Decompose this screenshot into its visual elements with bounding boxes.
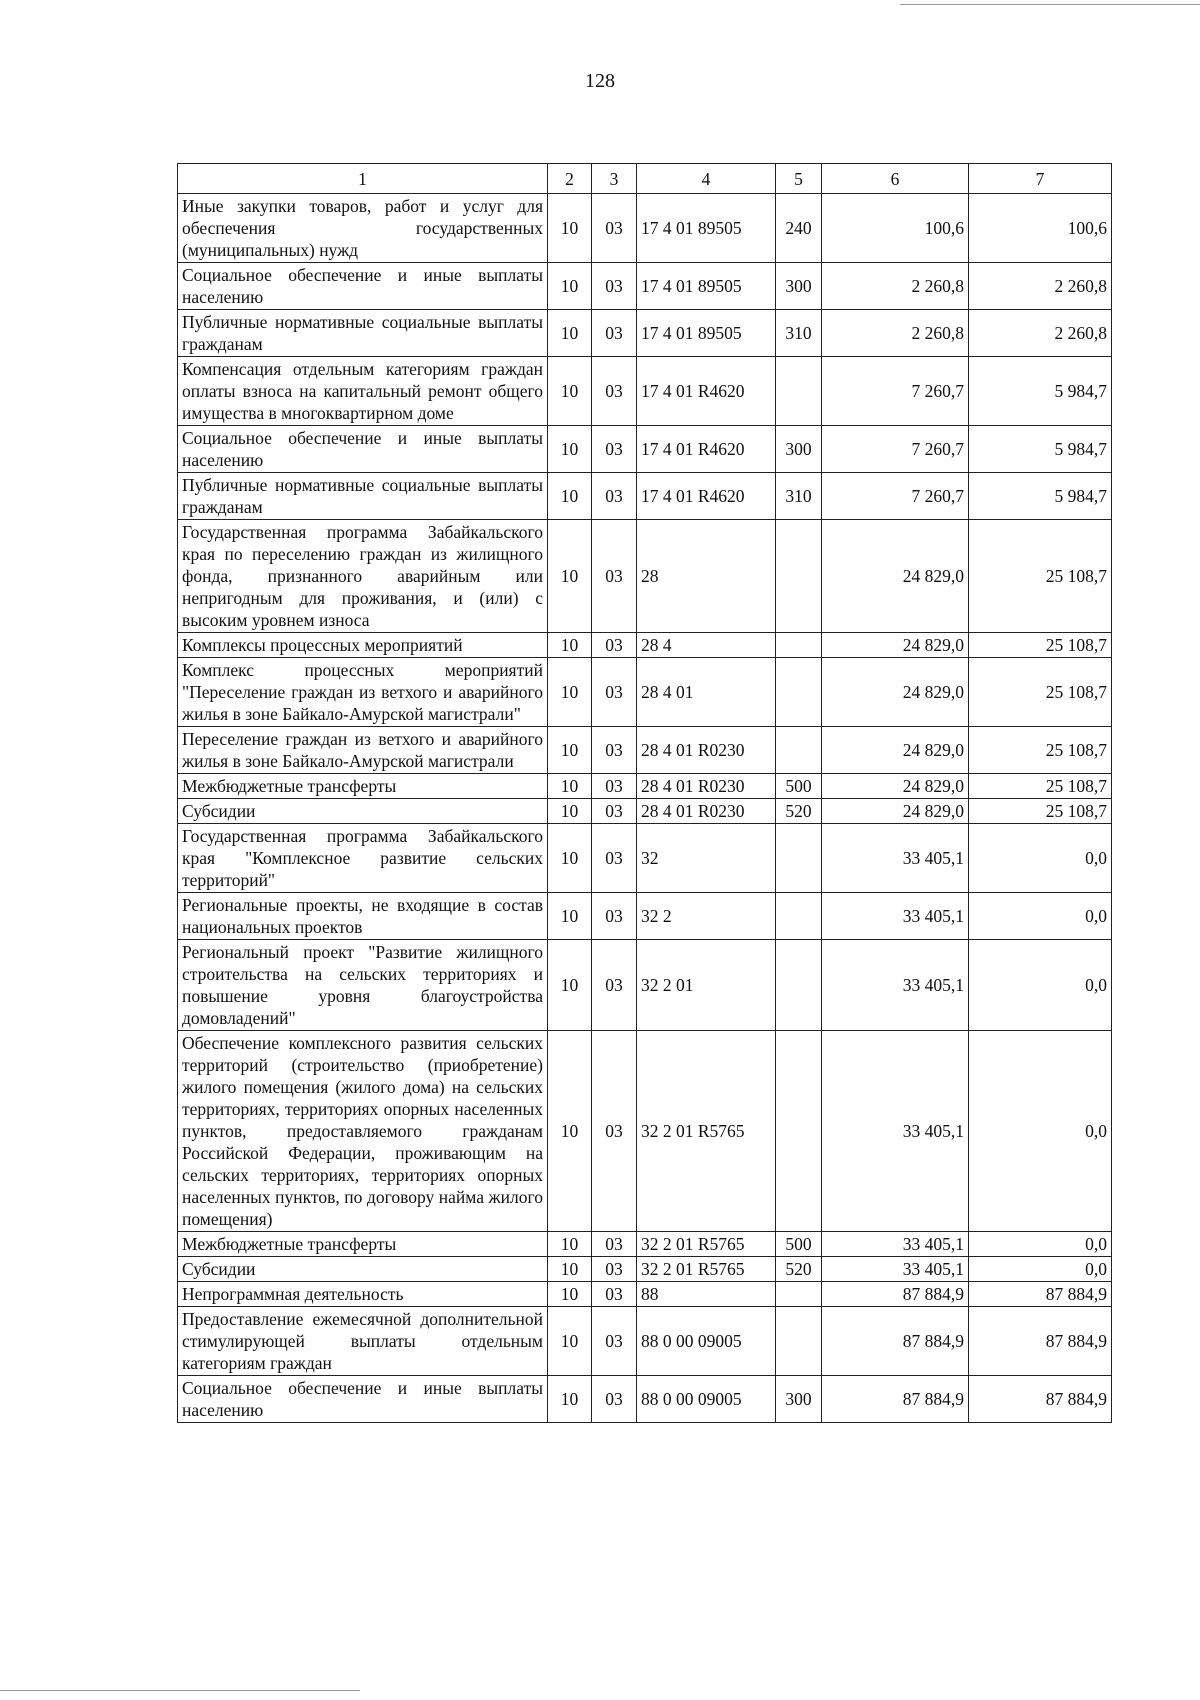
page-number: 128: [585, 70, 615, 92]
expense-type-code: 310: [776, 310, 822, 357]
amount-col-7: 25 108,7: [969, 727, 1112, 774]
col-header: 2: [548, 164, 592, 194]
amount-col-6: 87 884,9: [822, 1282, 969, 1307]
expense-type-code: [776, 633, 822, 658]
amount-col-7: 5 984,7: [969, 426, 1112, 473]
amount-col-7: 2 260,8: [969, 310, 1112, 357]
section-code: 10: [548, 727, 592, 774]
expense-type-code: 520: [776, 1257, 822, 1282]
subsection-code: 03: [592, 520, 637, 633]
section-code: 10: [548, 473, 592, 520]
table-row: [178, 727, 1112, 774]
section-code: 10: [548, 194, 592, 263]
amount-col-6: 87 884,9: [822, 1307, 969, 1376]
subsection-code: 03: [592, 940, 637, 1031]
amount-col-6: 7 260,7: [822, 357, 969, 426]
table-row: [178, 1282, 1112, 1307]
section-code: 10: [548, 520, 592, 633]
row-name: Публичные нормативные социальные выплаты гражданам: [178, 473, 548, 520]
subsection-code: 03: [592, 473, 637, 520]
amount-col-6: 2 260,8: [822, 263, 969, 310]
col-header: 4: [637, 164, 776, 194]
target-article-code: 17 4 01 89505: [637, 310, 776, 357]
row-name: Предоставление ежемесячной дополнительной стимулирующей выплаты отдельным категориям граждан: [178, 1307, 548, 1376]
section-code: 10: [548, 893, 592, 940]
subsection-code: 03: [592, 310, 637, 357]
table-row: [178, 940, 1112, 1031]
table-row: [178, 426, 1112, 473]
target-article-code: 28 4: [637, 633, 776, 658]
amount-col-6: 24 829,0: [822, 658, 969, 727]
expense-type-code: [776, 1282, 822, 1307]
row-name: Компенсация отдельным категориям граждан оплаты взноса на капитальный ремонт общего имущества в многоквартирном доме: [178, 357, 548, 426]
row-name: Социальное обеспечение и иные выплаты населению: [178, 1376, 548, 1423]
table-row: [178, 658, 1112, 727]
table-row: [178, 1307, 1112, 1376]
expense-type-code: [776, 658, 822, 727]
expense-type-code: 500: [776, 774, 822, 799]
table-row: [178, 1257, 1112, 1282]
subsection-code: 03: [592, 357, 637, 426]
expense-type-code: [776, 1307, 822, 1376]
section-code: 10: [548, 1257, 592, 1282]
target-article-code: 28 4 01 R0230: [637, 774, 776, 799]
target-article-code: 28 4 01 R0230: [637, 799, 776, 824]
table-row: [178, 1376, 1112, 1423]
amount-col-7: 2 260,8: [969, 263, 1112, 310]
table-row: [178, 263, 1112, 310]
expense-type-code: 240: [776, 194, 822, 263]
expense-type-code: [776, 893, 822, 940]
amount-col-7: 0,0: [969, 1257, 1112, 1282]
row-name: Комплекс процессных мероприятий "Переселение граждан из ветхого и аварийного жилья в зоне Байкало-Амурской магистрали": [178, 658, 548, 727]
subsection-code: 03: [592, 194, 637, 263]
row-name: Обеспечение комплексного развития сельских территорий (строительство (приобретение) жилого помещения (жилого дома) на сельских территориях, территориях опорных населенных пунктов, предоставляемого гражданам Российской Федерации, проживающим на сельских территориях, территориях опорных населенных пунктов, по договору найма жилого помещения): [178, 1031, 548, 1232]
row-name: Государственная программа Забайкальского края "Комплексное развитие сельских территорий": [178, 824, 548, 893]
subsection-code: 03: [592, 893, 637, 940]
subsection-code: 03: [592, 824, 637, 893]
target-article-code: 32 2 01 R5765: [637, 1031, 776, 1232]
amount-col-6: 24 829,0: [822, 799, 969, 824]
expense-type-code: [776, 940, 822, 1031]
amount-col-6: 33 405,1: [822, 1232, 969, 1257]
target-article-code: 32 2 01 R5765: [637, 1232, 776, 1257]
row-name: Региональные проекты, не входящие в состав национальных проектов: [178, 893, 548, 940]
target-article-code: 17 4 01 89505: [637, 263, 776, 310]
amount-col-6: 33 405,1: [822, 1257, 969, 1282]
amount-col-7: 25 108,7: [969, 658, 1112, 727]
subsection-code: 03: [592, 263, 637, 310]
table-row: [178, 357, 1112, 426]
col-header: 6: [822, 164, 969, 194]
subsection-code: 03: [592, 1232, 637, 1257]
row-name: Межбюджетные трансферты: [178, 774, 548, 799]
section-code: 10: [548, 658, 592, 727]
target-article-code: 17 4 01 R4620: [637, 473, 776, 520]
amount-col-6: 100,6: [822, 194, 969, 263]
amount-col-7: 25 108,7: [969, 799, 1112, 824]
amount-col-7: 0,0: [969, 940, 1112, 1031]
table-row: [178, 473, 1112, 520]
table-row: [178, 520, 1112, 633]
section-code: 10: [548, 1307, 592, 1376]
amount-col-6: 33 405,1: [822, 824, 969, 893]
section-code: 10: [548, 263, 592, 310]
amount-col-6: 33 405,1: [822, 1031, 969, 1232]
target-article-code: 17 4 01 R4620: [637, 426, 776, 473]
table-row: [178, 824, 1112, 893]
amount-col-6: 2 260,8: [822, 310, 969, 357]
amount-col-7: 100,6: [969, 194, 1112, 263]
section-code: 10: [548, 633, 592, 658]
subsection-code: 03: [592, 774, 637, 799]
amount-col-7: 25 108,7: [969, 520, 1112, 633]
amount-col-6: 24 829,0: [822, 520, 969, 633]
row-name: Региональный проект "Развитие жилищного строительства на сельских территориях и повышение уровня благоустройства домовладений": [178, 940, 548, 1031]
scan-edge-line: [900, 4, 1200, 5]
subsection-code: 03: [592, 1257, 637, 1282]
expense-type-code: 300: [776, 426, 822, 473]
target-article-code: 32: [637, 824, 776, 893]
amount-col-6: 87 884,9: [822, 1376, 969, 1423]
subsection-code: 03: [592, 633, 637, 658]
header-row: [178, 164, 1112, 194]
budget-table: [177, 163, 1112, 1423]
expense-type-code: [776, 520, 822, 633]
section-code: 10: [548, 310, 592, 357]
target-article-code: 28 4 01: [637, 658, 776, 727]
subsection-code: 03: [592, 658, 637, 727]
table-row: [178, 310, 1112, 357]
target-article-code: 17 4 01 89505: [637, 194, 776, 263]
col-header: 5: [776, 164, 822, 194]
amount-col-6: 24 829,0: [822, 774, 969, 799]
table-row: [178, 774, 1112, 799]
subsection-code: 03: [592, 799, 637, 824]
amount-col-7: 87 884,9: [969, 1376, 1112, 1423]
amount-col-7: 0,0: [969, 1232, 1112, 1257]
target-article-code: 32 2 01 R5765: [637, 1257, 776, 1282]
table-row: [178, 633, 1112, 658]
row-name: Государственная программа Забайкальского края по переселению граждан из жилищного фонда, признанного аварийным или непригодным для проживания, и (или) с высоким уровнем износа: [178, 520, 548, 633]
subsection-code: 03: [592, 1031, 637, 1232]
row-name: Публичные нормативные социальные выплаты гражданам: [178, 310, 548, 357]
expense-type-code: [776, 727, 822, 774]
row-name: Межбюджетные трансферты: [178, 1232, 548, 1257]
row-name: Социальное обеспечение и иные выплаты населению: [178, 263, 548, 310]
amount-col-7: 25 108,7: [969, 774, 1112, 799]
row-name: Субсидии: [178, 799, 548, 824]
table-row: [178, 1232, 1112, 1257]
subsection-code: 03: [592, 1376, 637, 1423]
amount-col-7: 87 884,9: [969, 1307, 1112, 1376]
expense-type-code: 300: [776, 263, 822, 310]
scan-edge-line: [0, 1690, 360, 1691]
amount-col-7: 87 884,9: [969, 1282, 1112, 1307]
amount-col-6: 24 829,0: [822, 633, 969, 658]
table-row: [178, 799, 1112, 824]
section-code: 10: [548, 357, 592, 426]
amount-col-7: 5 984,7: [969, 473, 1112, 520]
section-code: 10: [548, 940, 592, 1031]
amount-col-7: 25 108,7: [969, 633, 1112, 658]
row-name: Социальное обеспечение и иные выплаты населению: [178, 426, 548, 473]
section-code: 10: [548, 824, 592, 893]
subsection-code: 03: [592, 727, 637, 774]
col-header: 1: [178, 164, 548, 194]
expense-type-code: 310: [776, 473, 822, 520]
target-article-code: 32 2 01: [637, 940, 776, 1031]
col-header: 7: [969, 164, 1112, 194]
amount-col-7: 0,0: [969, 824, 1112, 893]
row-name: Переселение граждан из ветхого и аварийного жилья в зоне Байкало-Амурской магистрали: [178, 727, 548, 774]
expense-type-code: 300: [776, 1376, 822, 1423]
subsection-code: 03: [592, 426, 637, 473]
section-code: 10: [548, 1376, 592, 1423]
section-code: 10: [548, 1282, 592, 1307]
row-name: Иные закупки товаров, работ и услуг для обеспечения государственных (муниципальных) нужд: [178, 194, 548, 263]
expense-type-code: 500: [776, 1232, 822, 1257]
section-code: 10: [548, 799, 592, 824]
target-article-code: 88: [637, 1282, 776, 1307]
amount-col-6: 7 260,7: [822, 426, 969, 473]
section-code: 10: [548, 1232, 592, 1257]
row-name: Субсидии: [178, 1257, 548, 1282]
expense-type-code: [776, 357, 822, 426]
section-code: 10: [548, 426, 592, 473]
target-article-code: 28: [637, 520, 776, 633]
target-article-code: 28 4 01 R0230: [637, 727, 776, 774]
row-name: Непрограммная деятельность: [178, 1282, 548, 1307]
target-article-code: 88 0 00 09005: [637, 1376, 776, 1423]
expense-type-code: [776, 824, 822, 893]
amount-col-7: 5 984,7: [969, 357, 1112, 426]
table-row: [178, 1031, 1112, 1232]
amount-col-6: 7 260,7: [822, 473, 969, 520]
amount-col-6: 33 405,1: [822, 893, 969, 940]
table-row: [178, 194, 1112, 263]
expense-type-code: 520: [776, 799, 822, 824]
target-article-code: 17 4 01 R4620: [637, 357, 776, 426]
amount-col-7: 0,0: [969, 1031, 1112, 1232]
amount-col-7: 0,0: [969, 893, 1112, 940]
row-name: Комплексы процессных мероприятий: [178, 633, 548, 658]
subsection-code: 03: [592, 1282, 637, 1307]
expense-type-code: [776, 1031, 822, 1232]
amount-col-6: 33 405,1: [822, 940, 969, 1031]
amount-col-6: 24 829,0: [822, 727, 969, 774]
section-code: 10: [548, 774, 592, 799]
col-header: 3: [592, 164, 637, 194]
table-row: [178, 893, 1112, 940]
target-article-code: 88 0 00 09005: [637, 1307, 776, 1376]
section-code: 10: [548, 1031, 592, 1232]
target-article-code: 32 2: [637, 893, 776, 940]
subsection-code: 03: [592, 1307, 637, 1376]
